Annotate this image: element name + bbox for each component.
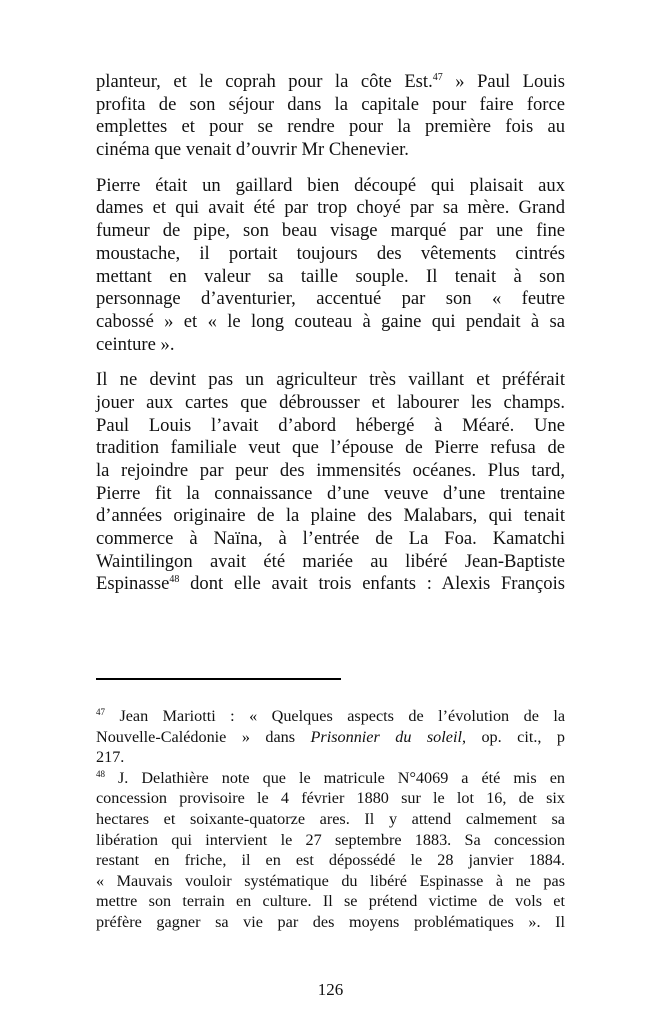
text-line: Espinasse$^{48}$ dont elle avait trois enfants : Alexis François [96,573,565,595]
text-line: personnage d’aventurier, accentué par son « feutre [96,288,565,310]
footnote-47 [96,706,565,768]
footnote-line: préfère gagner sa vie par des moyens problématiques ». Il [96,912,565,931]
footnote-line: $^{48}$ J. Delathière note que le matricule N°4069 a été mis en [96,768,565,787]
footnote-ref-47[interactable]: 47 [432,72,443,83]
text-line: Waintilingon avait été mariée au libéré Jean-Baptiste [96,550,565,572]
text-line: Pierre fit la connaissance d’une veuve d’une trentaine [96,482,565,504]
footnote-line: « Mauvais vouloir systématique du libéré Espinasse à ne pas [96,871,565,890]
text-line: profita de son séjour dans la capitale pour faire force [96,93,565,115]
text-line: tradition familiale veut que l’épouse de Pierre refusa de [96,437,565,459]
text-line: ceinture ». [96,333,175,355]
footnotes [96,706,565,933]
text-line: emplettes et pour se rendre pour la première fois au [96,116,565,138]
paragraph-1 [96,71,565,162]
text-line: la rejoindre par peur des immensités océanes. Plus tard, [96,460,565,481]
text-line: cinéma que venait d’ouvrir Mr Chenevier. [96,139,409,161]
paragraph-3 [96,369,565,596]
footnote-48 [96,768,565,933]
text-line: commerce à Naïna, à l’entrée de La Foa. Kamatchi [96,528,565,550]
footnote-line: libération qui intervient le 27 septembre 1883. Sa concession [96,830,565,849]
footnote-number: 47 [96,707,105,717]
footnote-line: $^{47}$ Jean Mariotti : « Quelques aspects de l’évolution de la [96,707,565,725]
text-line: cabossé » et « le long couteau à gaine qui pendait à sa [96,310,565,332]
main-text [96,71,565,609]
footnote-line: concession provisoire le 4 février 1880 sur le lot 16, de six [96,789,565,808]
book-title: Prisonnier du soleil [310,727,462,746]
text-line: jouer aux cartes que débrousser et labourer les champs. [96,391,565,413]
text-line: Il ne devint pas un agriculteur très vaillant et préférait [96,369,565,391]
footnote-ref-48[interactable]: 48 [169,574,180,586]
page-number: 126 [317,980,344,999]
footnote-line: restant en friche, il en est dépossédé le 28 janvier 1884. [96,851,565,870]
text-line: fumeur de pipe, son beau visage marqué par une fine [96,220,565,242]
text-line: Paul Louis l’avait d’abord hébergé à Méaré. Une [96,414,565,436]
footnote-number: 48 [96,768,105,779]
footnote-line: hectares et soixante-quatorze ares. Il y attend calmement sa [96,809,565,828]
footnote-line: Nouvelle-Calédonie » dans Prisonnier du soleil, op. cit., p [96,727,565,746]
text-line: moustache, il portait toujours des vêtements cintrés [96,242,565,264]
footnote-line: 217. [96,748,125,767]
footnote-separator [96,678,341,680]
paragraph-2 [96,175,565,357]
footnote-line: mettre son terrain en culture. Il se prétend victime de vols et [96,892,565,911]
text-line: Pierre était un gaillard bien découpé qui plaisait aux [96,174,565,196]
text-line: planteur, et le coprah pour la côte Est.$^{47}$ » Paul Louis [96,71,566,92]
text-line: dames et qui avait été par trop choyé par sa mère. Grand [96,197,565,219]
text-line: d’années originaire de la plaine des Malabars, qui tenait [96,505,565,527]
text-line: mettant en valeur sa taille souple. Il tenait à son [96,265,565,287]
